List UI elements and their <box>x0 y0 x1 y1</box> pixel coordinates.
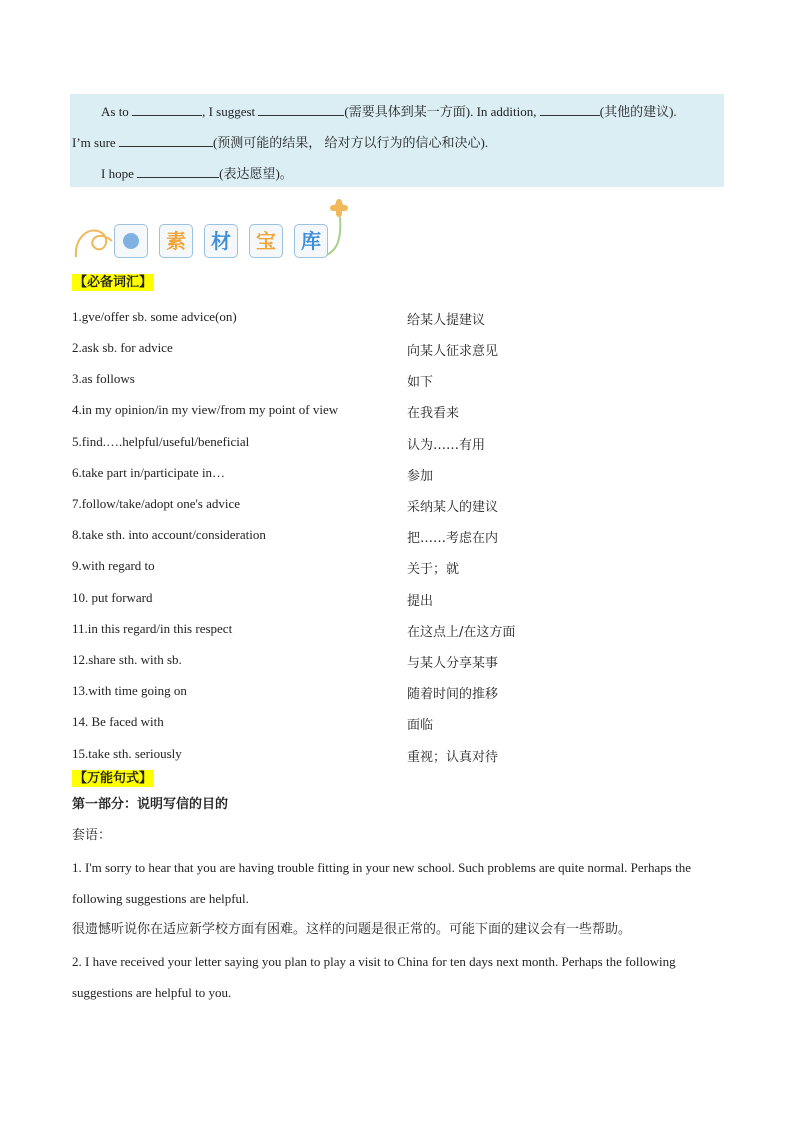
template-line-2: I’m sure (预测可能的结果， 给对方以行为的信心和决心). <box>72 135 489 150</box>
example-1-chinese: 很遗憾听说你在适应新学校方面有困难。这样的问题是很正常的。可能下面的建议会有一些帮助。 <box>72 922 632 937</box>
sentences-heading: 【万能句式】 <box>74 771 153 786</box>
example-1-english: 1. I'm sorry to hear that you are having trouble fitting in your new school. Such problems are quite normal. Perhaps the following suggestions are helpful. <box>72 860 691 906</box>
template-line-1: As to , I suggest (需要具体到某一方面). In addition, (其他的建议). <box>101 104 677 119</box>
set-phrase-label: 套语： <box>72 828 112 843</box>
list-item: 7.follow/take/adopt one's advice 采纳某人的建议 <box>72 496 499 515</box>
list-item: 12.share sth. with sb. 与某人分享某事 <box>72 652 499 671</box>
list-item: 15.take sth. seriously 重视；认真对待 <box>72 746 499 765</box>
banner-tile-1: 素 <box>159 224 193 258</box>
list-item: 8.take sth. into account/consideration 把……考虑在内 <box>72 527 499 546</box>
banner-tile-4: 库 <box>294 224 328 258</box>
list-item: 13.with time going on 随着时间的推移 <box>72 683 499 702</box>
banner-tile-icon <box>114 224 148 258</box>
part1-title: 第一部分：说明写信的目的 <box>72 797 229 812</box>
circle-icon <box>121 231 141 251</box>
blank-field <box>137 165 219 178</box>
blank-field <box>132 103 202 116</box>
banner-tile-3: 宝 <box>249 224 283 258</box>
list-item: 1.gve/offer sb. some advice(on) 给某人提建议 <box>72 309 486 328</box>
vocab-heading: 【必备词汇】 <box>74 275 153 290</box>
material-library-banner <box>72 197 362 267</box>
list-item: 14. Be faced with 面临 <box>72 714 434 733</box>
list-item: 11.in this regard/in this respect 在这点上/在这方面 <box>72 621 516 640</box>
list-item: 3.as follows 如下 <box>72 371 434 390</box>
list-item: 4.in my opinion/in my view/from my point of view 在我看来 <box>72 402 460 421</box>
list-item: 6.take part in/participate in… 参加 <box>72 465 434 484</box>
banner-tile-2: 材 <box>204 224 238 258</box>
list-item: 2.ask sb. for advice 向某人征求意见 <box>72 340 499 359</box>
list-item: 10. put forward 提出 <box>72 590 434 609</box>
template-line-3: I hope (表达愿望)。 <box>101 166 293 181</box>
blank-field <box>540 103 600 116</box>
example-2-english: 2. I have received your letter saying you plan to play a visit to China for ten days next month. Perhaps the following suggestions are helpful to you. <box>72 954 676 1000</box>
letter-template-box <box>70 94 724 187</box>
list-item: 5.find.….helpful/useful/beneficial 认为……有用 <box>72 434 486 453</box>
list-item: 9.with regard to 关于；就 <box>72 558 460 577</box>
blank-field <box>119 134 213 147</box>
blank-field <box>258 103 344 116</box>
